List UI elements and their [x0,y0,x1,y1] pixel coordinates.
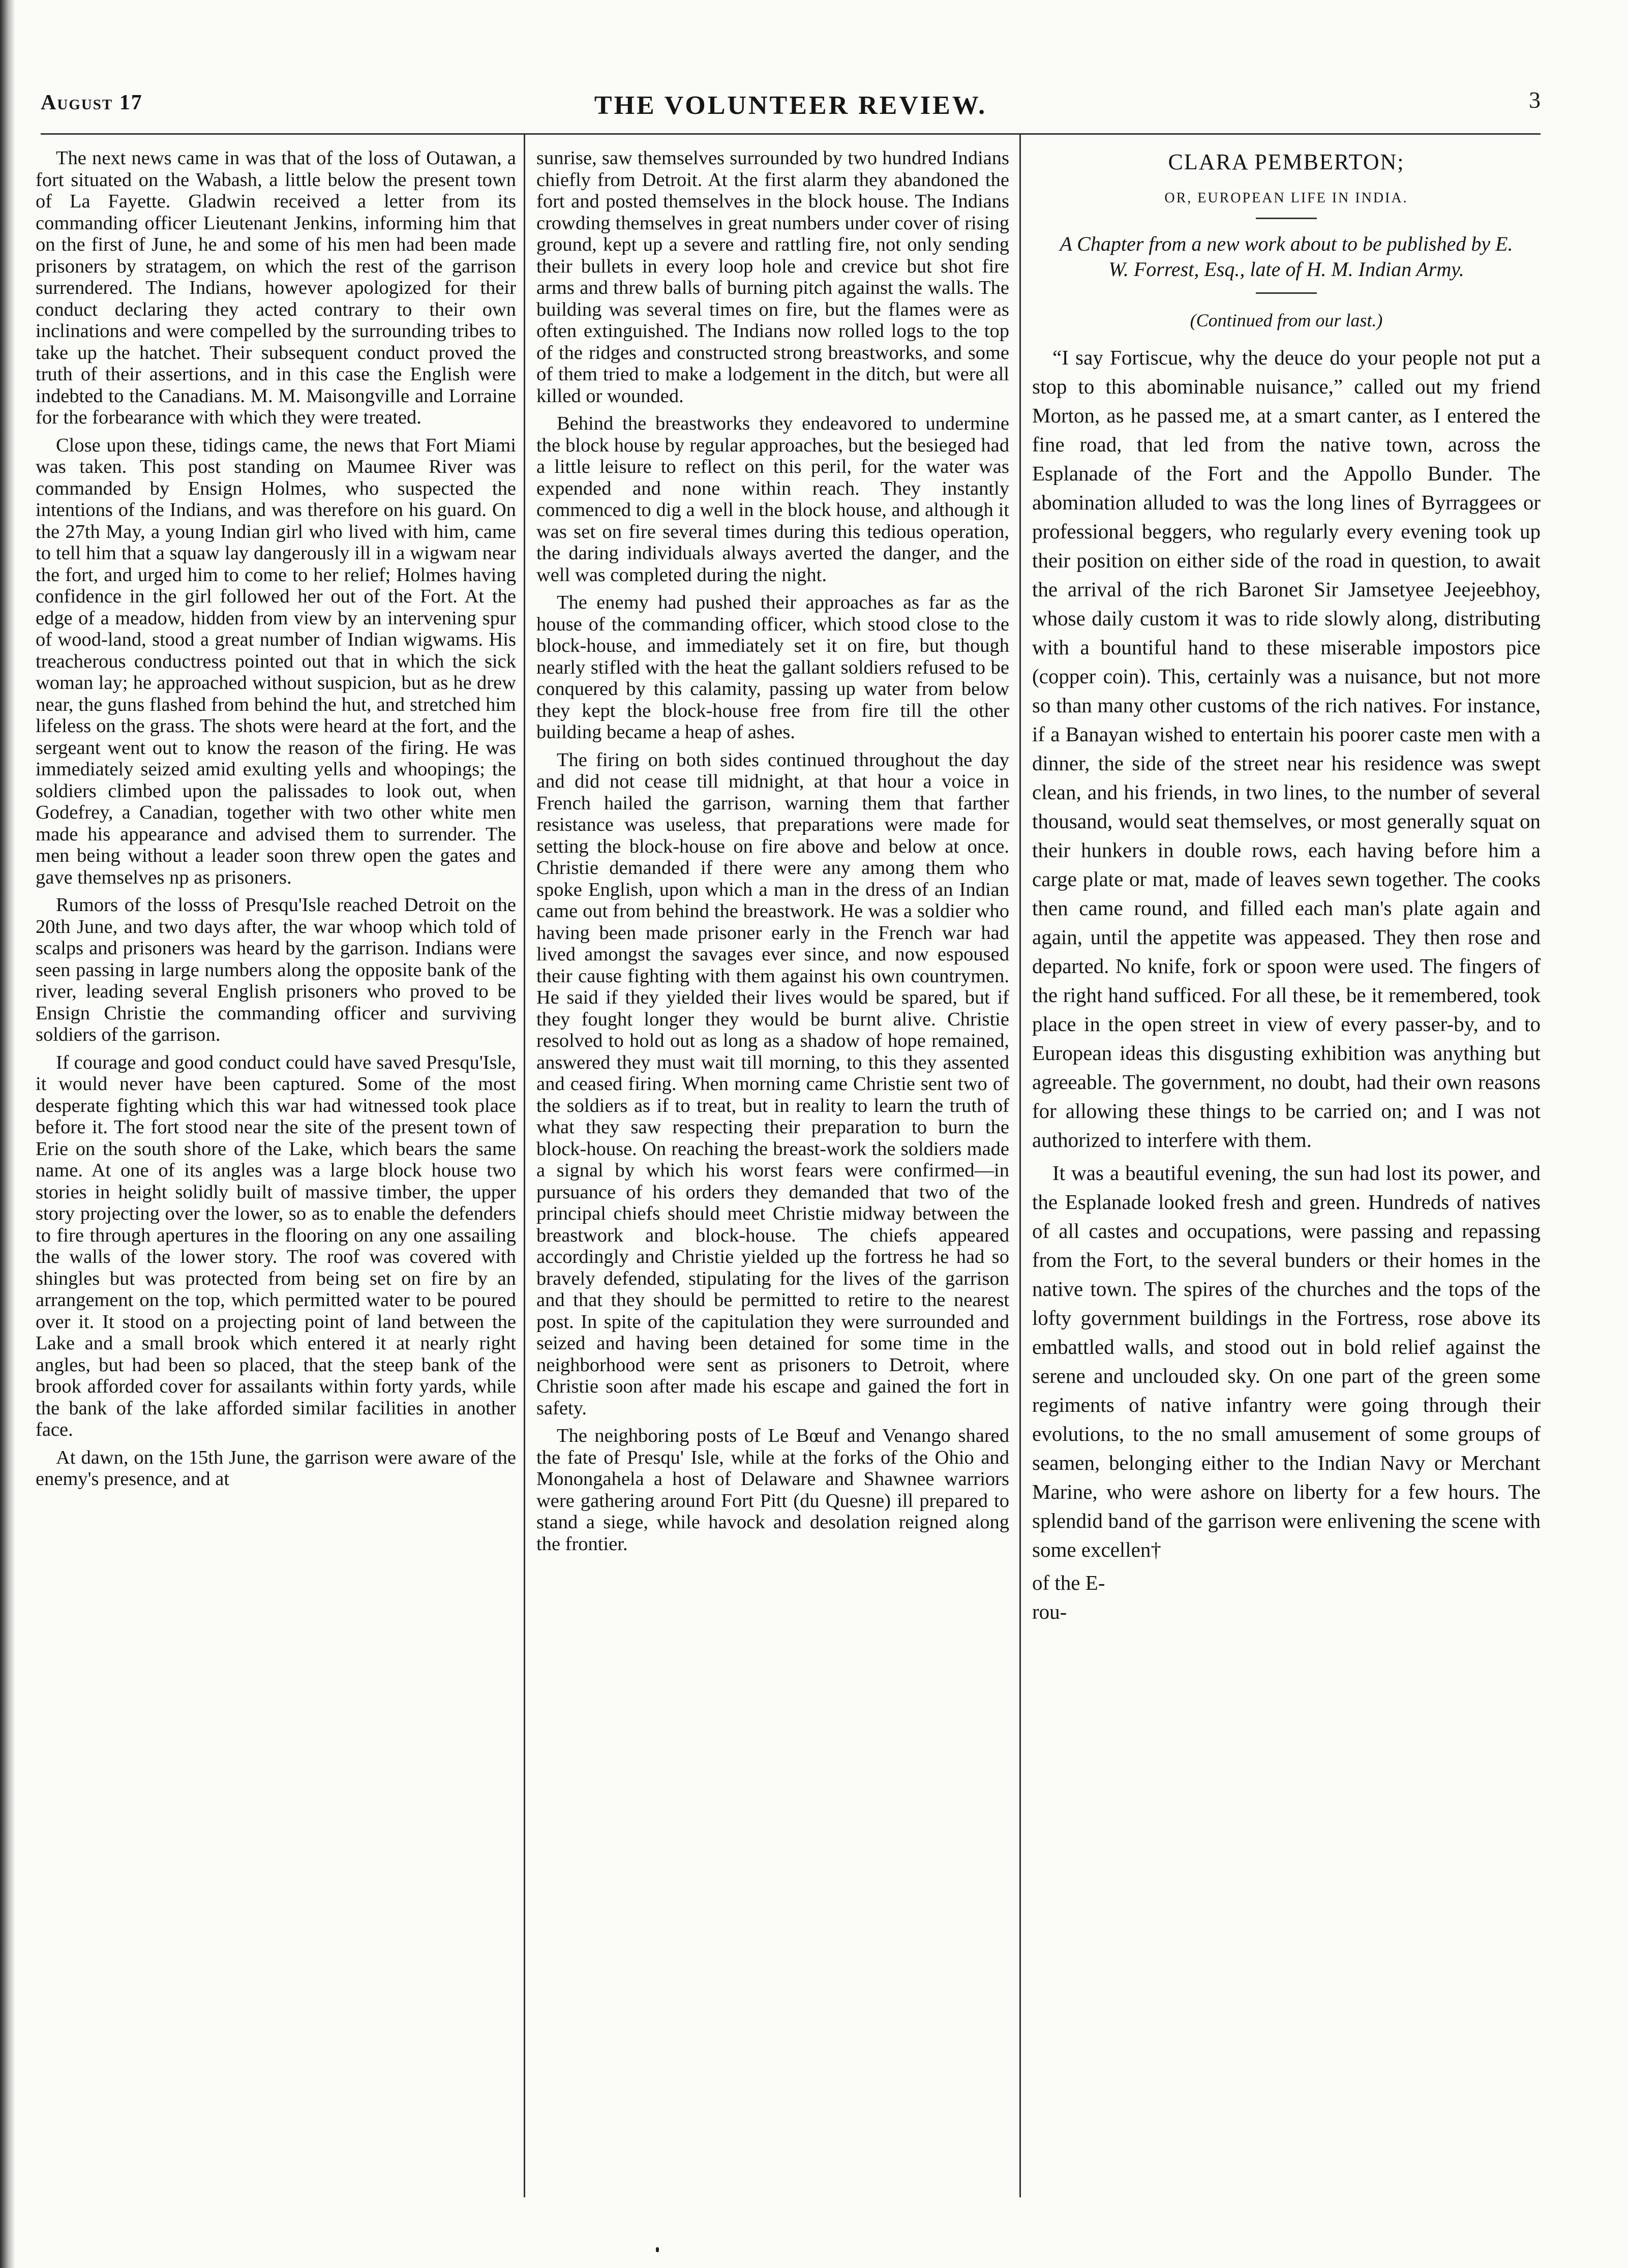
publication-title: THE VOLUNTEER REVIEW. [594,91,987,120]
binding-edge-shadow [0,0,15,2268]
story-paragraph: “I say Fortiscue, why the deuce do your people not put a stop to this abominable nuisance,” called out my friend Morton, as he passed me, at a smart canter, as I entered the fine road, that led from the native town, across the Esplanade of the Fort and the Appollo Bunder. The abomination alluded to was the long lines of Byrraggees or professional beggers, who regularly every evening took up their position on either side of the road in question, to await the arrival of the rich Baronet Sir Jamsetyee Jeejeebhoy, whose daily custom it was to ride slowly along, distributing with a bountiful hand to these miserable impostors pice (copper coin). This, certainly was a nuisance, but not more so than many other customs of the rich natives. For instance, if a Banayan wished to entertain his poorer caste men with a dinner, the side of the street near his residence was swept clean, and his friends, in two lines, to the number of several thousand, would seat themselves, or most generally squat on their hunkers in double rows, each having before him a carge plate or mat, made of leaves sewn together. The cooks then came round, and filled each man's plate again and again, until the appetite was appeased. They then rose and departed. No knife, fork or spoon were used. The fingers of the right hand sufficed. For all these, be it remembered, took place in the open street in view of every passer-by, and to European ideas this disgusting exhibition was anything but agreeable. The government, no doubt, had their own reasons for allowing these things to be carried on; and I was not authorized to interfere with them. [1032,346,1541,1152]
page-header [41,87,1541,131]
story-subtitle: OR, EUROPEAN LIFE IN INDIA. [1164,190,1408,206]
ink-speck [656,2247,659,2252]
intro-rule [1256,292,1317,294]
article-paragraph: At dawn, on the 15th June, the garrison were aware of the enemy's presence, and at [36,1446,516,1490]
column-divider-1 [524,133,525,2197]
article-paragraph: The neighboring posts of Le Bœuf and Venango shared the fate of Presqu' Isle, while at the forks of the Ohio and Monongahela a host of Delaware and Shawnee warriors were gathering around Fort Pitt (du Quesne) ill prepared to stand a siege, while havock and desolation reigned along the frontier. [536,1425,1009,1555]
article-paragraph: The next news came in was that of the loss of Outawan, a fort situated on the Wabash, a little below the present town of La Fayette. Gladwin received a letter from its commanding officer Lieutenant Jenkins, informing him that on the first of June, he and some of his men had been made prisoners by stratagem, on which the rest of the garrison surrendered. The Indians, however apologized for their conduct declaring they acted contrary to their own inclinations and were compelled by the surrounding tribes to take up the hatchet. Their subsequent conduct proved the truth of their assertions, and in this case the English were indebted to the Canadians. M. M. Maisongville and Lorraine for the forbearance with which they were treated. [36,147,516,428]
continued-note: (Continued from our last.) [1190,310,1383,330]
title-rule [1256,218,1317,219]
column-2 [536,147,1009,1561]
article-paragraph: The enemy had pushed their approaches as far as the house of the commanding officer, which stood close to the block-house, and immediately set it on fire, but though nearly stifled with the heat the gallant soldiers refused to be conquered by this calamity, passing up water from below they kept the block-house free from fire till the other building became a heap of ashes. [536,592,1009,743]
article-paragraph: Behind the breastworks they endeavored to undermine the block house by regular approaches, but the besieged had a little leisure to reflect on this peril, for the water was expended and none within reach. They instantly commenced to dig a well in the block house, and although it was set on fire several times during this tedious operation, the daring individuals always averted the danger, and the well was completed during the night. [536,413,1009,586]
article-paragraph: Close upon these, tidings came, the news that Fort Miami was taken. This post standing on Maumee River was commanded by Ensign Holmes, who suspected the intentions of the Indians, and was therefore on his guard. On the 27th May, a young Indian girl who lived with him, came to tell him that a squaw lay dangerously ill in a wigwam near the fort, and urged him to come to her relief; Holmes having confidence in the girl followed her out of the Fort. At the edge of a meadow, hidden from view by an intervening spur of wood-land, stood a great number of Indian wigwams. His treacherous conductress pointed out that in which the sick woman lay; he approached without suspicion, but as he drew near, the guns flashed from behind the hut, and stretched him lifeless on the grass. The shots were heard at the fort, and the sergeant went out to know the reason of the firing. He was immediately seized amid exulting yells and whoopings; the soldiers climbed upon the palissades to look out, when Godefrey, a Canadian, together with two other white men made his appearance and advised them to surrender. The men being without a leader soon threw open the gates and gave themselves np as prisoners. [36,434,516,888]
column-1 [36,147,516,1496]
column-divider-2 [1019,133,1021,2197]
story-intro: A Chapter from a new work about to be published by E. W. Forrest, Esq., late of H. M. Indian Army. [1060,232,1513,281]
story-paragraph: It was a beautiful evening, the sun had lost its power, and the Esplanade looked fresh and green. Hundreds of natives of all castes and occupations, were passing and repassing from the Fort, to the several bunders or their homes in the native town. The spires of the churches and the tops of the lofty government buildings in the Fortress, rose above its embattled walls, and stood out in bold relief against the serene and unclouded sky. On one part of the green some regiments of native infantry were going through their evolutions, to the no small amusement of some groups of seamen, belonging either to the Indian Navy or Merchant Marine, who were ashore on liberty for a few hours. The splendid band of the garrison were enlivening the scene with some excellen† [1032,1161,1541,1561]
story-title: CLARA PEMBERTON; [1168,149,1405,174]
header-rule [41,133,1541,135]
article-paragraph: sunrise, saw themselves surrounded by two hundred Indians chiefly from Detroit. At the first alarm they abandoned the fort and posted themselves in the block house. The Indians crowding themselves in great numbers under cover of rising ground, kept up a severe and rattling fire, not only sending their bullets in every loop hole and crevice but shot fire arms and threw balls of burning pitch against the walls. The building was several times on fire, but the flames were as often extinguished. The Indians now rolled logs to the top of the ridges and constructed strong breastworks, and some of them tried to make a lodgement in the ditch, but were all killed or wounded. [536,147,1009,407]
header-date: August 17 [41,91,143,114]
article-paragraph: Rumors of the losss of Presqu'Isle reached Detroit on the 20th June, and two days after, the war whoop which told of scalps and prisoners was heard by the garrison. Indians were seen passing in large numbers along the opposite bank of the river, leading several English prisoners who proved to be Ensign Christie the commanding officer and surviving soldiers of the garrison. [36,894,516,1045]
article-paragraph: The firing on both sides continued throughout the day and did not cease till midnight, at that hour a voice in French hailed the garrison, warning them that farther resistance was useless, that preparations were made for setting the block-house on fire above and below at once. Christie demanded if there were any among them who spoke English, upon which a man in the dress of an Indian came out from behind the breastwork. He was a soldier who having been made prisoner early in the French war had lived amongst the savages ever since, and now espoused their cause fighting with them against his own countrymen. He said if they yielded their lives would be spared, but if they fought longer they would be burnt alive. Christie resolved to hold out as long as a shadow of hope remained, answered they must wait till morning, to this they assented and ceased firing. When morning came Christie sent two of the soldiers as if to treat, but in reality to learn the truth of what they saw respecting their preparation to burn the block-house. On reaching the breast-work the soldiers made a signal by which his worst fears were confirmed—in pursuance of his orders they demanded that two of the principal chiefs should meet Christie midway between the breastwork and block-house. The chiefs appeared accordingly and Christie yielded up the fortress he had so bravely defended, stipulating for the lives of the garrison and that they should be permitted to retire to the nearest post. In spite of the capitulation they were surrounded and seized and having been detained for some time in the neighborhood were sent as prisoners to Detroit, where Christie soon after made his escape and gained the fort in safety. [536,749,1009,1419]
truncated-line: rou‐ [1032,1600,1067,1623]
article-paragraph: If courage and good conduct could have saved Presqu'Isle, it would never have been captured. Some of the most desperate fighting which this war had witnessed took place before it. The fort stood near the site of the present town of Erie on the south shore of the Lake, which bears the same name. At one of its angles was a large block house two stories in height solidly built of massive timber, the upper story projecting over the lower, so as to enable the defenders to fire through apertures in the flooring on any one assailing the walls of the lower story. The roof was covered with shingles but was protected from being set on fire by an arrangement on the top, which permitted water to be poured over it. It stood on a projecting point of land between the Lake and a small brook which entered it at nearly right angles, but had been so placed, that the steep bank of the brook afforded cover for assailants within forty yards, while the bank of the lake afforded similar facilities in another face. [36,1051,516,1440]
page-number: 3 [1529,87,1541,113]
column-3 [1032,147,1541,1626]
truncated-line: of the E‐ [1032,1571,1105,1594]
